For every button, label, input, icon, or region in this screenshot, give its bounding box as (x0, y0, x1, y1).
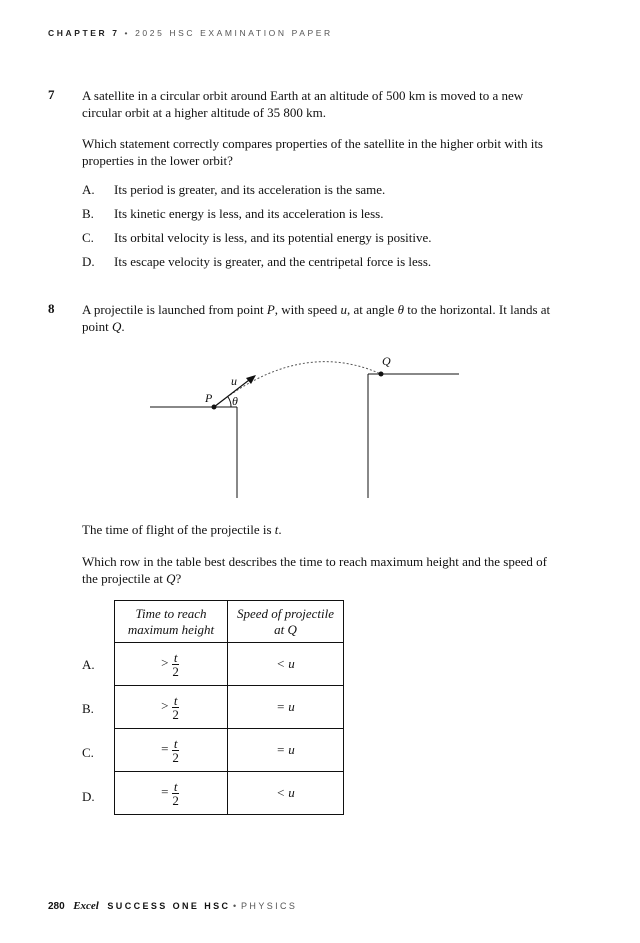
question-8-stem: A projectile is launched from point P, with speed u, at angle θ to the horizontal. It lands at point Q. (82, 302, 551, 334)
velocity-arrow-head (246, 375, 256, 384)
speed-cell: = u (228, 686, 344, 729)
question-8-prompt: Which row in the table best describes the time to reach maximum height and the speed of the projectile at Q? (82, 554, 547, 586)
table-row-c-letter: C. (82, 745, 94, 760)
time-cell: > $\frac{t}{2}$ (115, 686, 228, 729)
label-q: Q (382, 354, 391, 368)
brand-name: Excel (73, 900, 99, 912)
speed-cell: < u (228, 643, 344, 686)
header-speed-at-q: Speed of projectile at Q (228, 601, 344, 643)
q7-option-d-letter: D. (82, 254, 95, 269)
time-cell: = $\frac{t}{2}$ (115, 729, 228, 772)
header-separator: • (124, 28, 131, 38)
time-cell: = $\frac{t}{2}$ (115, 772, 228, 815)
trajectory-path (214, 362, 381, 407)
question-7-number: 7 (48, 87, 55, 102)
footer-separator: • (232, 901, 239, 911)
running-footer (48, 900, 297, 912)
series-name: SUCCESS ONE HSC (107, 901, 231, 911)
point-q-dot (379, 372, 384, 377)
paper-title: 2025 HSC EXAMINATION PAPER (135, 28, 333, 38)
question-7-stem: A satellite in a circular orbit around Earth at an altitude of 500 km is moved to a new circular orbit at a higher altitude of 35 800 km. (82, 88, 524, 120)
table-row (115, 772, 344, 815)
point-p-dot (212, 405, 217, 410)
answer-table (114, 600, 344, 815)
label-theta: θ (232, 394, 238, 408)
speed-cell: < u (228, 772, 344, 815)
question-8-number: 8 (48, 301, 55, 316)
table-row-d-letter: D. (82, 789, 95, 804)
table-row (115, 643, 344, 686)
subject-name: PHYSICS (241, 901, 298, 911)
q7-option-c-text: Its orbital velocity is less, and its potential energy is positive. (114, 230, 432, 245)
table-row-a-letter: A. (82, 657, 95, 672)
time-of-flight-statement: The time of flight of the projectile is t. (82, 522, 282, 537)
projectile-diagram (0, 350, 640, 505)
table-row (115, 729, 344, 772)
q7-option-b-letter: B. (82, 206, 94, 221)
label-p: P (205, 391, 213, 405)
q7-option-b-text: Its kinetic energy is less, and its acceleration is less. (114, 206, 384, 221)
header-time-to-max-height: Time to reach maximum height (115, 601, 228, 643)
question-7-prompt: Which statement correctly compares properties of the satellite in the higher orbit with its properties in the lower orbit? (82, 136, 543, 168)
table-row-b-letter: B. (82, 701, 94, 716)
angle-arc (228, 397, 231, 407)
table-row (115, 686, 344, 729)
q7-option-d-text: Its escape velocity is greater, and the centripetal force is less. (114, 254, 432, 269)
running-header (48, 28, 333, 38)
speed-cell: = u (228, 729, 344, 772)
table-header-row (115, 601, 344, 643)
page-number: 280 (48, 901, 65, 912)
chapter-label: CHAPTER 7 (48, 28, 120, 38)
q7-option-a-text: Its period is greater, and its acceleration is the same. (114, 182, 386, 197)
time-cell: > $\frac{t}{2}$ (115, 643, 228, 686)
q7-option-a-letter: A. (82, 182, 95, 197)
label-u: u (231, 374, 237, 388)
q7-option-c-letter: C. (82, 230, 94, 245)
